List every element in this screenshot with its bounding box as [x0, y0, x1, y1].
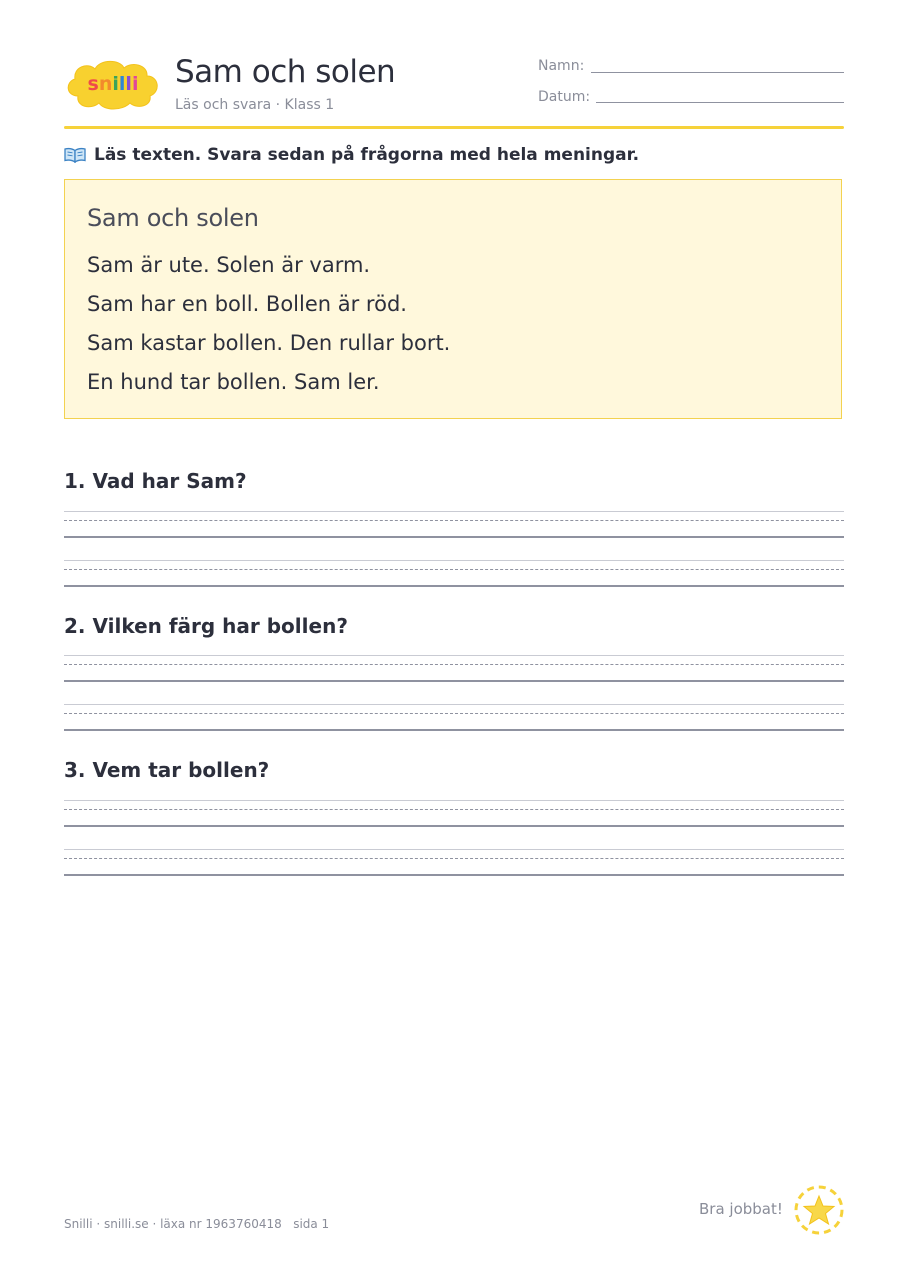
answer-area-1[interactable] [64, 511, 844, 587]
passage-line: Sam har en boll. Bollen är röd. [87, 292, 407, 316]
svg-text:snilli: snilli [87, 73, 139, 95]
snilli-logo [64, 56, 162, 112]
praise-text: Bra jobbat! [699, 1200, 783, 1218]
date-field[interactable] [596, 102, 844, 103]
passage-line: Sam är ute. Solen är varm. [87, 253, 371, 277]
worksheet-subtitle: Läs och svara · Klass 1 [175, 97, 335, 113]
name-field[interactable] [591, 72, 844, 73]
answer-area-3[interactable] [64, 800, 844, 876]
star-icon [793, 1184, 845, 1236]
question-1: 1. Vad har Sam? [64, 469, 247, 493]
header-divider [64, 126, 844, 129]
passage-line: Sam kastar bollen. Den rullar bort. [87, 331, 451, 355]
passage-line: En hund tar bollen. Sam ler. [87, 370, 380, 394]
instruction [64, 145, 639, 165]
question-3: 3. Vem tar bollen? [64, 758, 270, 782]
passage-title: Sam och solen [87, 204, 259, 232]
date-label: Datum: [538, 89, 591, 105]
reading-passage [64, 179, 842, 419]
open-book-icon [64, 147, 86, 163]
instruction-text: Läs texten. Svara sedan på frågorna med hela meningar. [94, 145, 640, 165]
name-label: Namn: [538, 58, 585, 74]
worksheet-title: Sam och solen [175, 54, 396, 90]
question-2: 2. Vilken färg har bollen? [64, 614, 348, 638]
answer-area-2[interactable] [64, 655, 844, 731]
footer-info: Snilli · snilli.se · läxa nr 1963760418 sida 1 [64, 1217, 330, 1231]
